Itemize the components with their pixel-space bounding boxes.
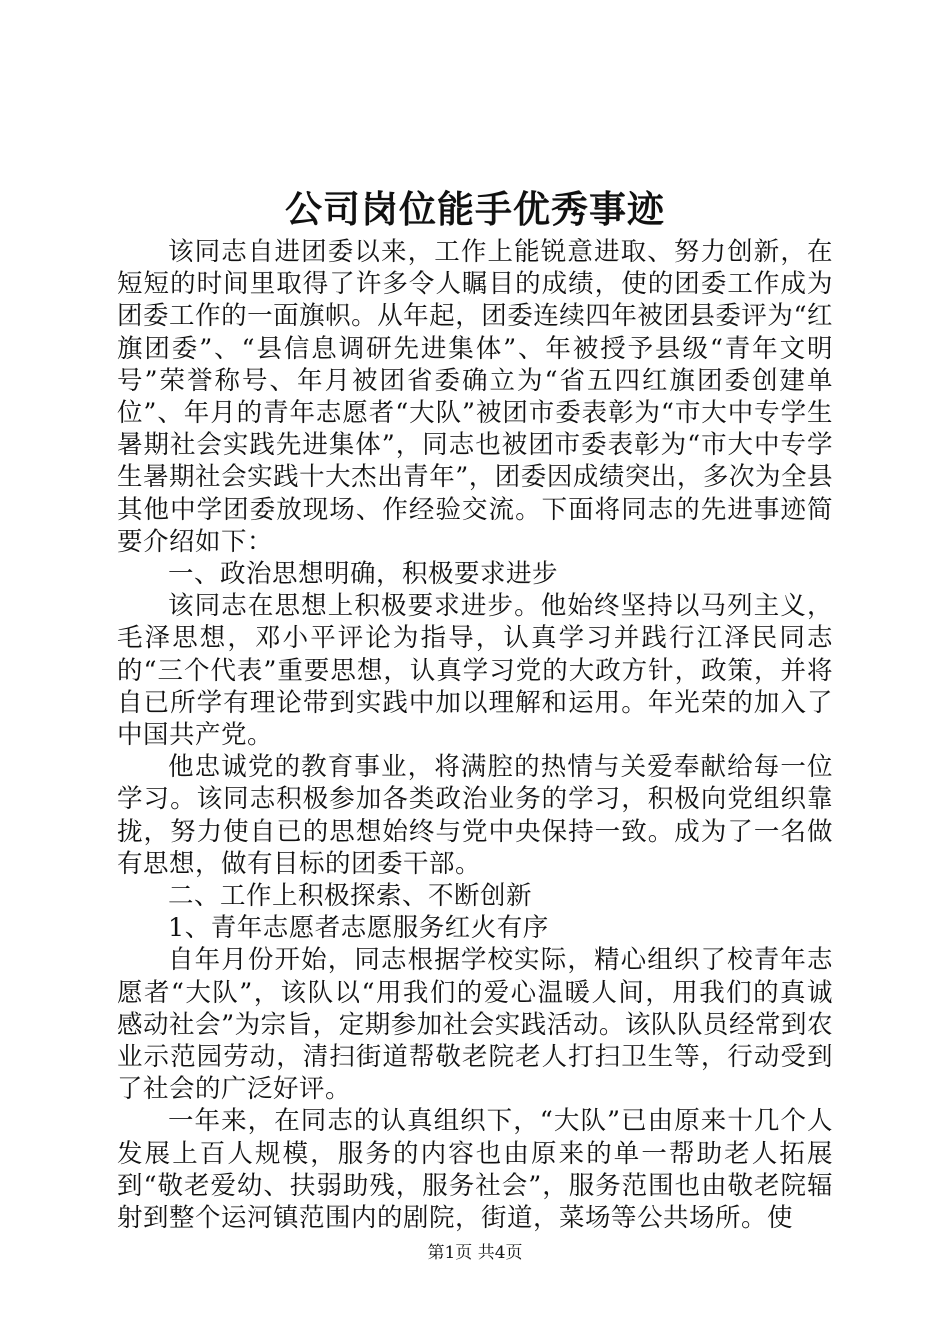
section-heading-politics: 一、政治思想明确，积极要求进步 bbox=[168, 559, 559, 590]
paragraph-politics: 该同志在思想上积极要求进步。他始终坚持以马列主义，毛泽思想，邓小平评论为指导，认真学习并践行江泽民同志的“三个代表”重要思想，认真学习党的大政方针，政策，并将自已所学有理论带到实践中加以理解和运用。年光荣的加入了中国共产党。 bbox=[117, 591, 833, 751]
section-heading-work: 二、工作上积极探索、不断创新 bbox=[168, 881, 533, 912]
subsection-heading-volunteers: 1、青年志愿者志愿服务红火有序 bbox=[168, 913, 549, 944]
paragraph-loyalty: 他忠诚党的教育事业，将满腔的热情与关爱奉献给每一位学习。该同志积极参加各类政治业务的学习，积极向党组织靠拢，努力使自已的思想始终与党中央保持一致。成为了一名做有思想，做有目标的团委干部。 bbox=[117, 752, 833, 879]
paragraph-volunteers: 自年月份开始，同志根据学校实际，精心组织了校青年志愿者“大队”，该队以“用我们的爱心温暖人间，用我们的真诚感动社会”为宗旨，定期参加社会实践活动。该队队员经常到农业示范园劳动，清扫街道帮敬老院老人打扫卫生等，行动受到了社会的广泛好评。 bbox=[117, 945, 833, 1105]
document-title: 公司岗位能手优秀事迹 bbox=[285, 187, 665, 231]
document-body bbox=[117, 236, 833, 1234]
paragraph-growth: 一年来，在同志的认真组织下，“大队”已由原来十几个人发展上百人规模，服务的内容也由原来的单一帮助老人拓展到“敬老爱幼、扶弱助残，服务社会”，服务范围也由敬老院辐射到整个运河镇范围内的剧院，街道，菜场等公共场所。使 bbox=[117, 1106, 833, 1234]
page-number-footer: 第1页 共4页 bbox=[427, 1243, 523, 1263]
paragraph-intro: 该同志自进团委以来，工作上能锐意进取、努力创新，在短短的时间里取得了许多令人瞩目的成绩，使的团委工作成为团委工作的一面旗帜。从年起，团委连续四年被团县委评为“红旗团委”、“县信息调研先进集体”、年被授予县级“青年文明号”荣誉称号、年月被团省委确立为“省五四红旗团委创建单位”、年月的青年志愿者“大队”被团市委表彰为“市大中专学生暑期社会实践先进集体”，同志也被团市委表彰为“市大中专学生暑期社会实践十大杰出青年”，团委因成绩突出，多次为全县其他中学团委放现场、作经验交流。下面将同志的先进事迹简要介绍如下： bbox=[117, 237, 833, 557]
